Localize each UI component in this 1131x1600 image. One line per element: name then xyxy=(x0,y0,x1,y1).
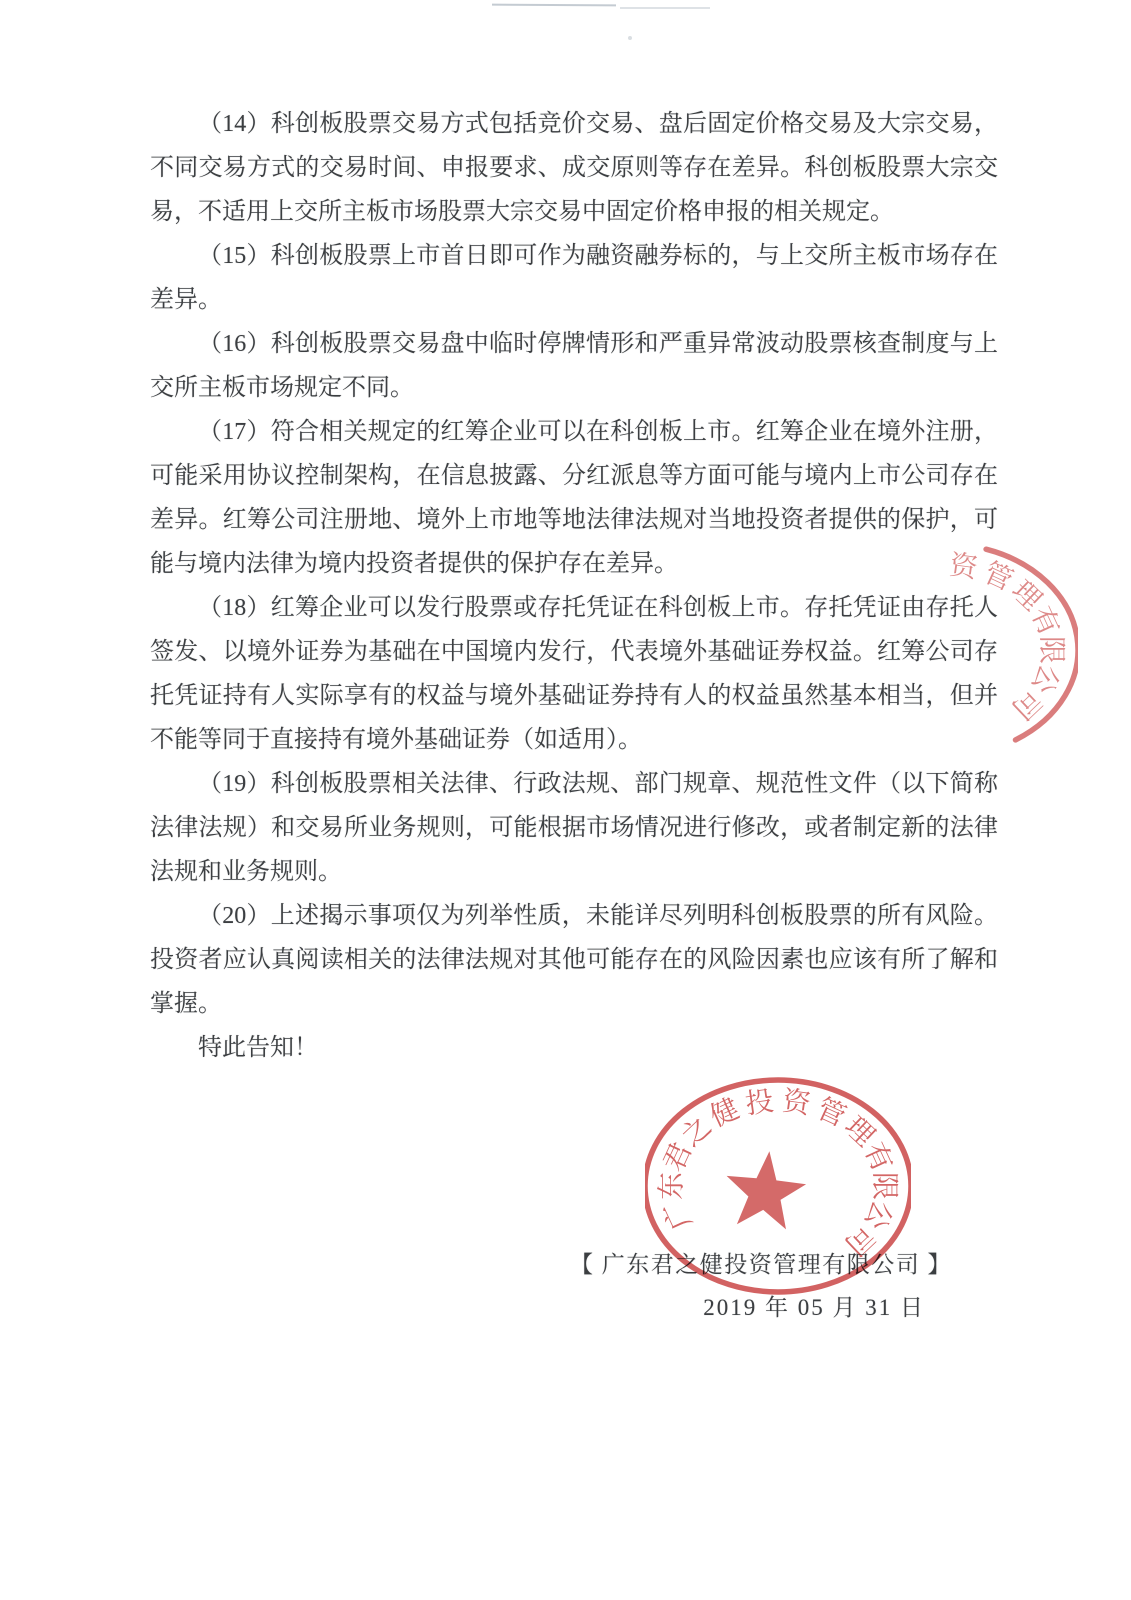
partial-seal-stamp xyxy=(812,517,1078,783)
company-seal-stamp xyxy=(645,1053,911,1319)
svg-text:广: 广 xyxy=(658,1195,699,1234)
notice-line: 特此告知！ xyxy=(198,1035,318,1061)
paragraph-20: （20）上述揭示事项仅为列举性质，未能详尽列明科创板股票的所有风险。投资者应认真阅读相关的法律法规对其他可能存在的风险因素也应该有所了解和掌握。 xyxy=(150,903,998,1017)
paragraph-19: （19）科创板股票相关法律、行政法规、部门规章、规范性文件（以下简称法律法规）和交易所业务规则，可能根据市场情况进行修改，或者制定新的法律法规和业务规则。 xyxy=(150,771,998,885)
seal-ring-text xyxy=(656,1085,900,1261)
paragraph-18: （18）红筹企业可以发行股票或存托凭证在科创板上市。存托凭证由存托人签发、以境外证券为基础在中国境内发行，代表境外基础证券权益。红筹公司存托凭证持有人实际享有的权益与境外基础证券持有人的权益虽然基本相当，但并不能等同于直接持有境外基础证券（如适用）。 xyxy=(150,595,998,753)
svg-text:司: 司 xyxy=(1005,683,1048,725)
svg-text:公: 公 xyxy=(1024,659,1065,698)
paragraph-16: （16）科创板股票交易盘中临时停牌情形和严重异常波动股票核查制度与上交所主板市场规定不同。 xyxy=(150,331,998,401)
scan-artifact-line xyxy=(492,4,616,7)
paragraph-17: （17）符合相关规定的红筹企业可以在科创板上市。红筹企业在境外注册，可能采用协议控制架构，在信息披露、分红派息等方面可能与境内上市公司存在差异。红筹公司注册地、境外上市地等地法律法规对当地投资者提供的保护，可能与境内法律为境内投资者提供的保护存在差异。 xyxy=(150,419,998,577)
svg-text:理: 理 xyxy=(1005,575,1048,617)
seal-ring-text xyxy=(947,549,1066,725)
svg-text:投: 投 xyxy=(743,1086,776,1121)
svg-text:君: 君 xyxy=(658,1138,699,1177)
svg-text:有: 有 xyxy=(857,1138,898,1177)
svg-text:公: 公 xyxy=(857,1195,898,1234)
svg-text:健: 健 xyxy=(705,1093,745,1134)
svg-text:之: 之 xyxy=(675,1111,718,1153)
star-icon xyxy=(727,1151,807,1229)
svg-text:资: 资 xyxy=(780,1086,813,1121)
svg-text:有: 有 xyxy=(1024,602,1065,641)
scan-artifact-speck xyxy=(628,36,632,40)
svg-text:限: 限 xyxy=(868,1171,900,1201)
paragraph-14: （14）科创板股票交易方式包括竞价交易、盘后固定价格交易及大宗交易，不同交易方式的交易时间、申报要求、成交原则等存在差异。科创板股票大宗交易，不适用上交所主板市场股票大宗交易中固定价格申报的相关规定。 xyxy=(150,111,998,225)
svg-text:管: 管 xyxy=(978,557,1018,598)
signature-company-line: 【 广东君之健投资管理有限公司 】 xyxy=(570,1252,952,1277)
signature-date-line: 2019 年 05 月 31 日 xyxy=(703,1295,925,1320)
svg-text:东: 东 xyxy=(656,1171,688,1201)
svg-text:资: 资 xyxy=(947,550,980,585)
scan-artifact-line xyxy=(620,7,710,9)
paragraph-15: （15）科创板股票上市首日即可作为融资融券标的，与上交所主板市场存在差异。 xyxy=(150,243,998,313)
svg-text:理: 理 xyxy=(838,1111,881,1153)
svg-text:司: 司 xyxy=(838,1219,881,1261)
svg-text:限: 限 xyxy=(1035,635,1067,665)
svg-text:管: 管 xyxy=(811,1093,851,1134)
